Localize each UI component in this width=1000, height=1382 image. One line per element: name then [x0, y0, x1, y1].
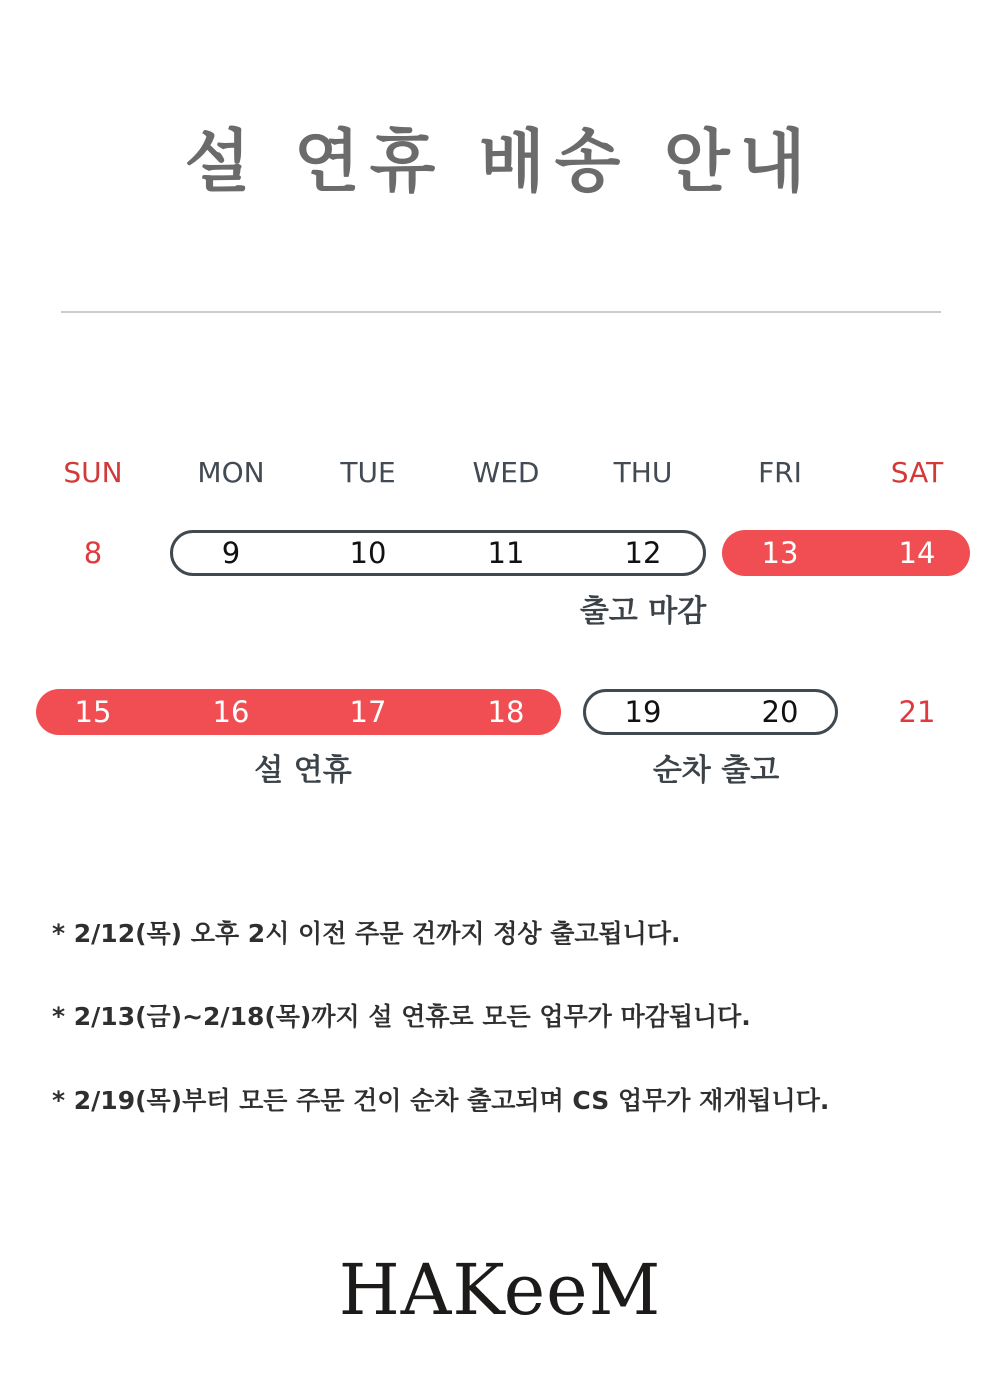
weekday-fri: FRI	[758, 456, 802, 489]
weekday-tue: TUE	[340, 456, 396, 489]
sequential-shipping-label: 순차 출고	[652, 753, 780, 788]
date-8: 8	[83, 536, 103, 570]
date-10: 10	[349, 536, 387, 570]
date-17: 17	[349, 695, 387, 729]
notice-line: * 2/13(금)~2/18(목)까지 설 연휴로 모든 업무가 마감됩니다.	[52, 1002, 751, 1031]
weekday-thu: THU	[613, 456, 673, 489]
weekday-sat: SAT	[890, 456, 944, 489]
weekday-wed: WED	[472, 456, 540, 489]
page-title: 설 연휴 배송 안내	[184, 123, 816, 202]
date-21: 21	[898, 695, 936, 729]
notice-line: * 2/12(목) 오후 2시 이전 주문 건까지 정상 출고됩니다.	[52, 919, 681, 948]
notice-line: * 2/19(목)부터 모든 주문 건이 순차 출고되며 CS 업무가 재개됩니다.	[52, 1086, 830, 1115]
weekday-mon: MON	[197, 456, 265, 489]
holiday-label: 설 연휴	[254, 753, 352, 788]
date-12: 12	[624, 536, 662, 570]
date-11: 11	[487, 536, 525, 570]
shipping-cutoff-label: 출고 마감	[579, 594, 707, 629]
weekday-sun: SUN	[63, 456, 123, 489]
date-15: 15	[74, 695, 112, 729]
date-9: 9	[221, 536, 241, 570]
date-13: 13	[761, 536, 799, 570]
date-20: 20	[761, 695, 799, 729]
date-14: 14	[898, 536, 936, 570]
divider	[61, 311, 941, 313]
date-19: 19	[624, 695, 662, 729]
date-18: 18	[487, 695, 525, 729]
brand-logo: HAKeeM	[338, 1249, 662, 1331]
date-16: 16	[212, 695, 250, 729]
